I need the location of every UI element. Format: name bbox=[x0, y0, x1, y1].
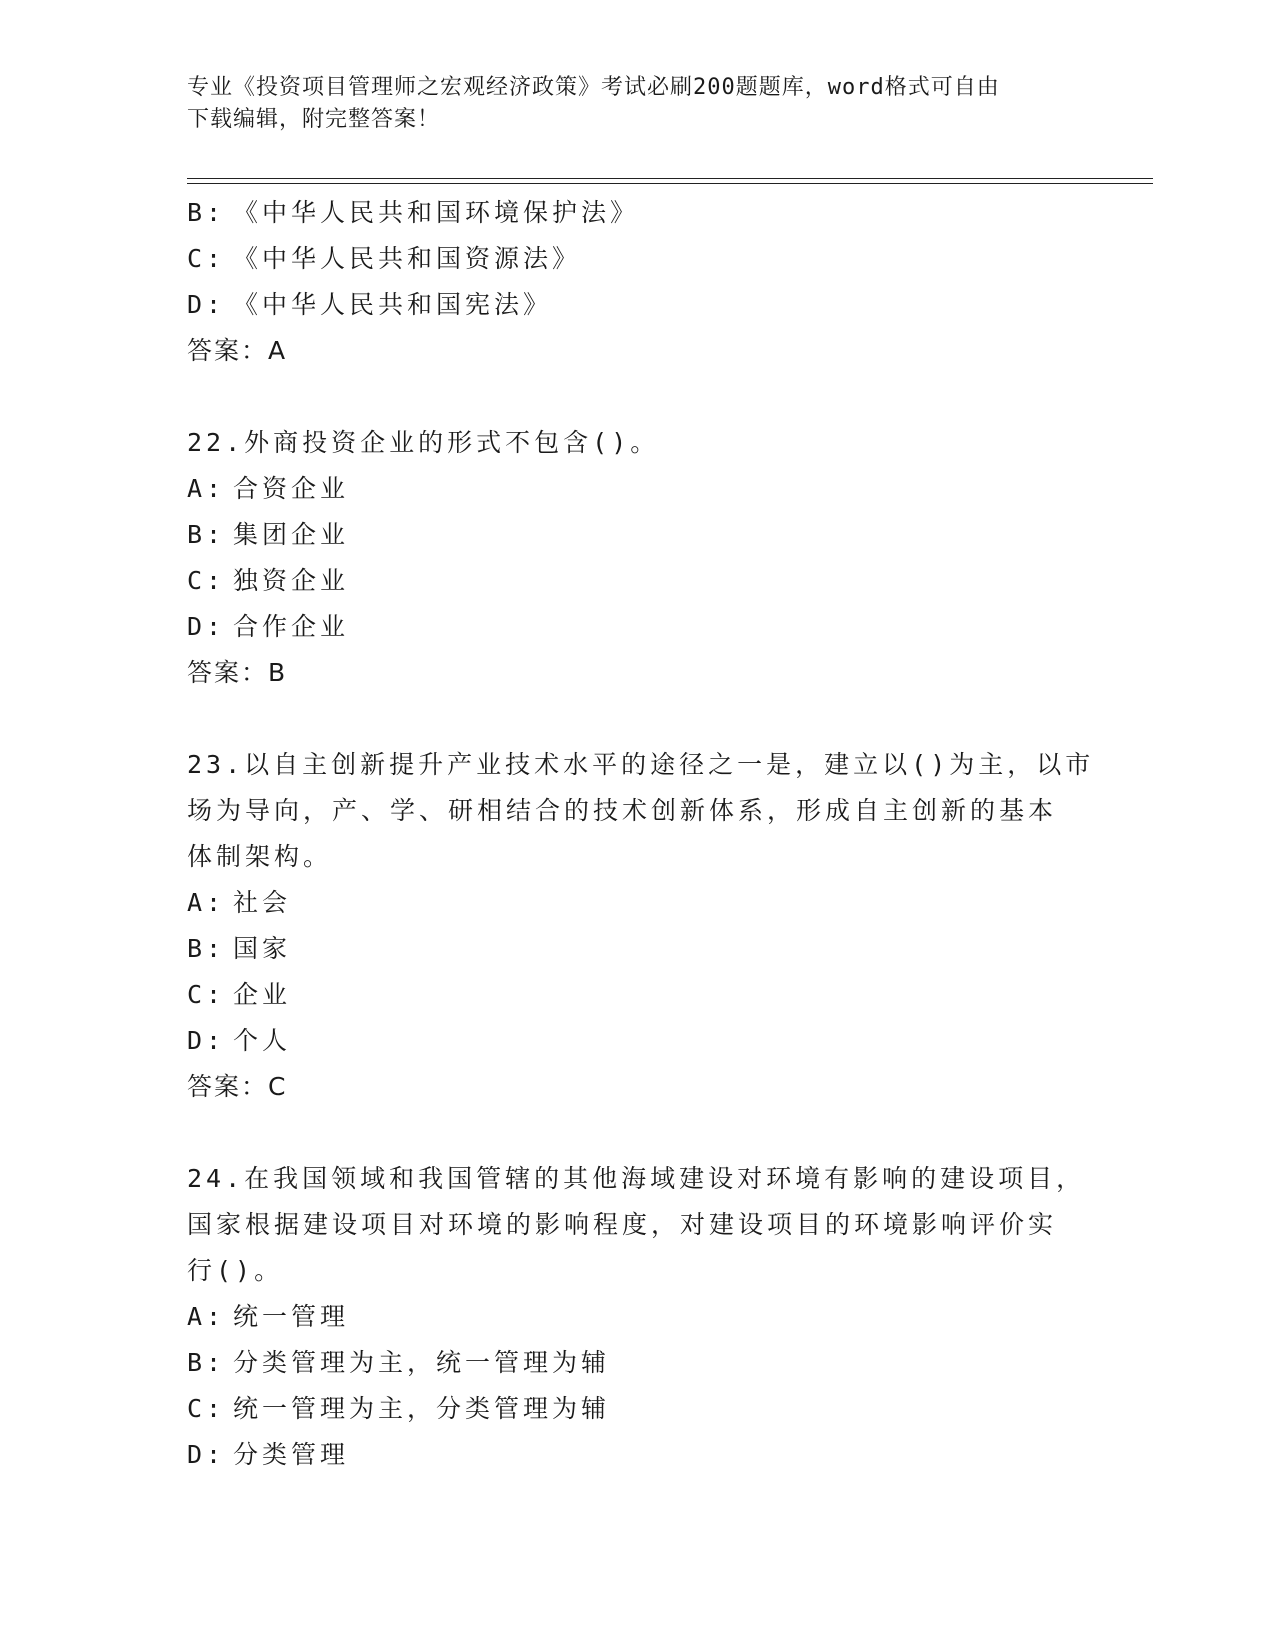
document-header bbox=[187, 72, 1087, 136]
answer: 答案：A bbox=[187, 336, 288, 365]
option-text: 集团企业 bbox=[233, 520, 350, 549]
header-line-2: 下载编辑，附完整答案！ bbox=[187, 107, 441, 132]
option-b bbox=[187, 1340, 1087, 1386]
option-label: C: bbox=[187, 980, 226, 1009]
option-label: A: bbox=[187, 474, 226, 503]
option-label: B: bbox=[187, 520, 226, 549]
option-d bbox=[187, 282, 1087, 328]
option-c bbox=[187, 972, 1087, 1018]
option-b bbox=[187, 926, 1087, 972]
option-text: 独资企业 bbox=[233, 566, 350, 595]
option-a bbox=[187, 1294, 1087, 1340]
option-label: D: bbox=[187, 1440, 226, 1469]
option-d bbox=[187, 1432, 1087, 1478]
question-24 bbox=[187, 1156, 1087, 1478]
option-c bbox=[187, 558, 1087, 604]
option-a bbox=[187, 880, 1087, 926]
option-text: 合作企业 bbox=[233, 612, 350, 641]
option-label: C: bbox=[187, 566, 226, 595]
header-divider-bottom bbox=[187, 183, 1153, 184]
question-stem-line: 体制架构。 bbox=[187, 842, 333, 871]
option-label: D: bbox=[187, 290, 226, 319]
option-d bbox=[187, 1018, 1087, 1064]
option-text: 统一管理为主，分类管理为辅 bbox=[233, 1394, 611, 1423]
option-label: B: bbox=[187, 934, 226, 963]
option-label: C: bbox=[187, 1394, 226, 1423]
option-text: 合资企业 bbox=[233, 474, 350, 503]
option-c bbox=[187, 236, 1087, 282]
answer: 答案：B bbox=[187, 658, 288, 687]
question-stem-line: 23.以自主创新提升产业技术水平的途径之一是，建立以()为主，以市 bbox=[187, 750, 1095, 779]
option-label: D: bbox=[187, 1026, 226, 1055]
question-fragment bbox=[187, 190, 1087, 374]
option-text: 统一管理 bbox=[233, 1302, 350, 1331]
option-label: A: bbox=[187, 888, 226, 917]
header-divider-top bbox=[187, 178, 1153, 179]
option-text: 《中华人民共和国环境保护法》 bbox=[233, 198, 640, 227]
option-label: A: bbox=[187, 1302, 226, 1331]
option-text: 《中华人民共和国资源法》 bbox=[233, 244, 582, 273]
question-22 bbox=[187, 420, 1087, 696]
option-d bbox=[187, 604, 1087, 650]
question-stem-line: 国家根据建设项目对环境的影响程度，对建设项目的环境影响评价实 bbox=[187, 1210, 1058, 1239]
header-line-1: 专业《投资项目管理师之宏观经济政策》考试必刷200题题库，word格式可自由 bbox=[187, 75, 1000, 100]
answer: 答案：C bbox=[187, 1072, 288, 1101]
option-text: 国家 bbox=[233, 934, 292, 963]
option-label: D: bbox=[187, 612, 226, 641]
option-b bbox=[187, 190, 1087, 236]
option-b bbox=[187, 512, 1087, 558]
option-text: 社会 bbox=[233, 888, 292, 917]
option-text: 分类管理 bbox=[233, 1440, 350, 1469]
question-23 bbox=[187, 742, 1095, 1110]
option-label: B: bbox=[187, 198, 226, 227]
option-text: 分类管理为主，统一管理为辅 bbox=[233, 1348, 611, 1377]
question-stem-line: 22.外商投资企业的形式不包含()。 bbox=[187, 428, 660, 457]
question-stem-line: 行()。 bbox=[187, 1256, 284, 1285]
spacer bbox=[187, 374, 1087, 420]
option-text: 企业 bbox=[233, 980, 292, 1009]
option-label: C: bbox=[187, 244, 226, 273]
spacer bbox=[187, 696, 1087, 742]
option-text: 《中华人民共和国宪法》 bbox=[233, 290, 553, 319]
option-text: 个人 bbox=[233, 1026, 292, 1055]
option-c bbox=[187, 1386, 1087, 1432]
option-label: B: bbox=[187, 1348, 226, 1377]
question-content bbox=[187, 190, 1095, 1478]
option-a bbox=[187, 466, 1087, 512]
question-stem-line: 24.在我国领域和我国管辖的其他海域建设对环境有影响的建设项目， bbox=[187, 1164, 1086, 1193]
question-stem-line: 场为导向，产、学、研相结合的技术创新体系，形成自主创新的基本 bbox=[187, 796, 1058, 825]
spacer bbox=[187, 1110, 1087, 1156]
